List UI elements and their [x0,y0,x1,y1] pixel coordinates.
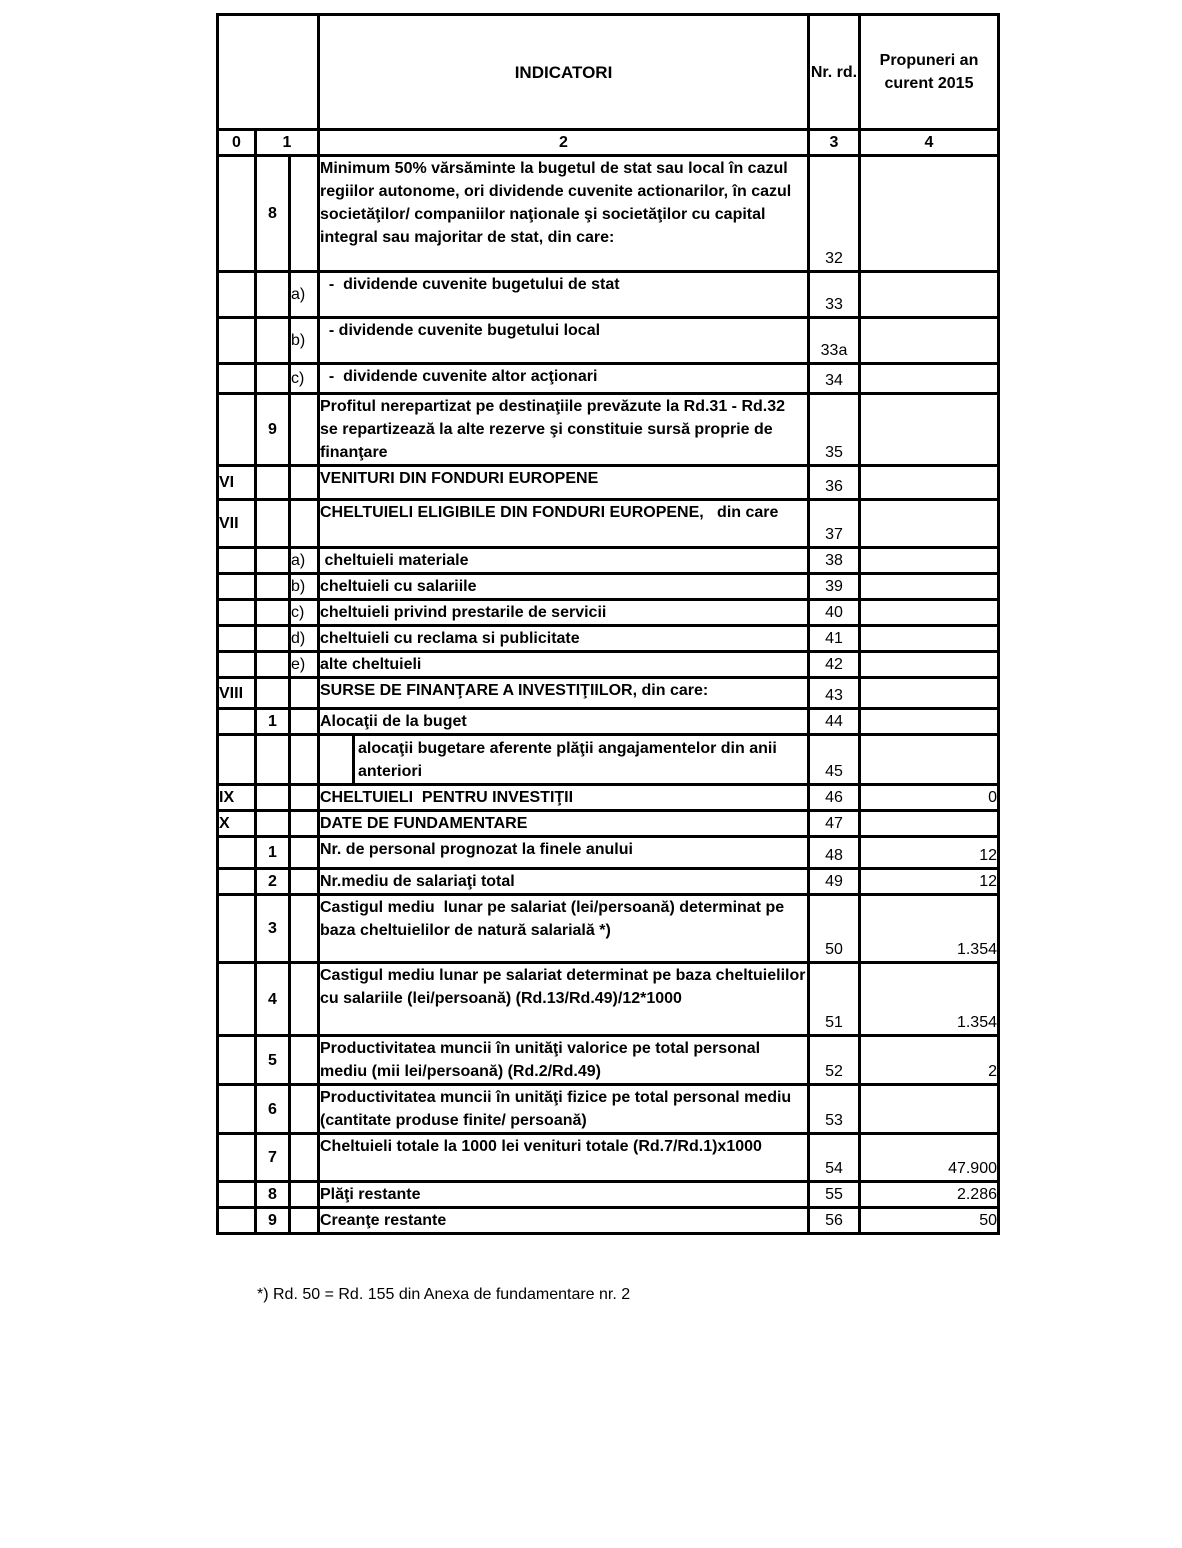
number-cell: 3 [256,895,290,963]
letter-cell: a) [290,272,319,318]
indicator-text: VENITURI DIN FONDURI EUROPENE [319,466,809,500]
roman-cell [218,735,256,785]
roman-cell [218,1208,256,1234]
value-cell: 12 [860,869,999,895]
header-row [218,15,999,130]
letter-cell [290,678,319,709]
table-row [218,785,999,811]
letter-cell: c) [290,364,319,394]
value-cell [860,678,999,709]
indicator-text: SURSE DE FINANŢARE A INVESTIŢIILOR, din care: [319,678,809,709]
indicator-text: Profitul nerepartizat pe destinaţiile prevăzute la Rd.31 - Rd.32 se repartizează la alte rezerve şi constituie sursă proprie de finanţare [319,394,809,466]
number-cell [256,272,290,318]
indicator-text: Alocaţii de la buget [319,709,809,735]
row-number-cell: 38 [809,548,860,574]
table-row [218,811,999,837]
letter-cell [290,1182,319,1208]
value-cell [860,500,999,548]
column-index-4: 4 [860,130,999,156]
value-cell [860,600,999,626]
roman-cell: VI [218,466,256,500]
letter-cell [290,785,319,811]
letter-cell [290,869,319,895]
number-cell [256,652,290,678]
number-cell: 6 [256,1085,290,1134]
value-cell [860,364,999,394]
letter-cell [290,466,319,500]
value-cell [860,466,999,500]
number-cell: 8 [256,156,290,272]
value-cell [860,574,999,600]
indicator-text: Nr. de personal prognozat la finele anului [319,837,809,869]
row-number-cell: 46 [809,785,860,811]
roman-cell [218,574,256,600]
letter-cell [290,709,319,735]
indicator-text: - dividende cuvenite bugetului de stat [319,272,809,318]
number-cell: 9 [256,394,290,466]
letter-cell [290,1036,319,1085]
row-number-cell: 51 [809,963,860,1036]
indicator-text: Productivitatea muncii în unităţi fizice pe total personal mediu (cantitate produse finite/ persoană) [319,1085,809,1134]
number-cell: 8 [256,1182,290,1208]
letter-cell: a) [290,548,319,574]
letter-cell: b) [290,574,319,600]
roman-cell [218,1134,256,1182]
column-index-1: 1 [256,130,319,156]
roman-cell [218,709,256,735]
indicator-text: Minimum 50% vărsăminte la bugetul de stat sau local în cazul regiilor autonome, ori dividende cuvenite actionarilor, în cazul societăţilor/ companiilor naţionale şi societăţilor cu capital integral sau majoritar de stat, din care: [319,156,809,272]
column-index-row [218,130,999,156]
indicator-cell [319,735,809,785]
roman-cell [218,394,256,466]
roman-cell: VIII [218,678,256,709]
indicator-text: Castigul mediu lunar pe salariat determinat pe baza cheltuielilor cu salariile (lei/persoană) (Rd.13/Rd.49)/12*1000 [319,963,809,1036]
letter-cell [290,1134,319,1182]
row-number-cell: 43 [809,678,860,709]
letter-cell: c) [290,600,319,626]
header-blank-cell [218,15,319,130]
number-cell [256,466,290,500]
value-cell [860,394,999,466]
row-number-cell: 33a [809,318,860,364]
number-cell: 4 [256,963,290,1036]
indicator-text: alocaţii bugetare aferente plăţii angajamentelor din anii anteriori [358,740,777,780]
indicator-text: CHELTUIELI ELIGIBILE DIN FONDURI EUROPENE, din care [319,500,809,548]
letter-cell [290,156,319,272]
value-cell [860,1085,999,1134]
value-cell: 47.900 [860,1134,999,1182]
table-row [218,156,999,272]
indicator-text: Nr.mediu de salariaţi total [319,869,809,895]
indicator-text: cheltuieli cu salariile [319,574,809,600]
number-cell: 5 [256,1036,290,1085]
indicator-text: Creanţe restante [319,1208,809,1234]
value-cell: 12 [860,837,999,869]
table-row [218,600,999,626]
value-cell [860,811,999,837]
number-cell [256,785,290,811]
number-cell [256,548,290,574]
row-number-cell: 55 [809,1182,860,1208]
letter-cell [290,1208,319,1234]
letter-cell [290,500,319,548]
indicator-text: DATE DE FUNDAMENTARE [319,811,809,837]
column-index-0: 0 [218,130,256,156]
header-nr-rd: Nr. rd. [809,15,860,130]
roman-cell [218,1182,256,1208]
number-cell [256,574,290,600]
table-row [218,548,999,574]
number-cell [256,811,290,837]
number-cell: 1 [256,709,290,735]
table-row [218,466,999,500]
row-number-cell: 53 [809,1085,860,1134]
letter-cell: d) [290,626,319,652]
row-number-cell: 42 [809,652,860,678]
number-cell [256,500,290,548]
letter-cell [290,394,319,466]
row-number-cell: 37 [809,500,860,548]
footnote: *) Rd. 50 = Rd. 155 din Anexa de fundamentare nr. 2 [257,1286,631,1303]
value-cell [860,318,999,364]
value-cell: 1.354 [860,963,999,1036]
roman-cell [218,600,256,626]
table-row [218,1085,999,1134]
number-cell: 7 [256,1134,290,1182]
row-number-cell: 50 [809,895,860,963]
roman-cell [218,626,256,652]
table-row [218,837,999,869]
table-row [218,1208,999,1234]
row-number-cell: 36 [809,466,860,500]
indicator-text: Castigul mediu lunar pe salariat (lei/persoană) determinat pe baza cheltuielilor de natură salarială *) [319,895,809,963]
table-row [218,652,999,678]
indicator-text: cheltuieli cu reclama si publicitate [319,626,809,652]
roman-cell [218,869,256,895]
table-row [218,272,999,318]
row-number-cell: 54 [809,1134,860,1182]
row-number-cell: 40 [809,600,860,626]
number-cell: 2 [256,869,290,895]
roman-cell [218,1085,256,1134]
number-cell: 1 [256,837,290,869]
table-row [218,626,999,652]
row-number-cell: 35 [809,394,860,466]
table-row [218,709,999,735]
letter-cell: b) [290,318,319,364]
indicator-text: - dividende cuvenite altor acţionari [319,364,809,394]
value-cell: 1.354 [860,895,999,963]
row-number-cell: 44 [809,709,860,735]
row-number-cell: 33 [809,272,860,318]
row-number-cell: 49 [809,869,860,895]
indicator-text: cheltuieli materiale [319,548,809,574]
table-row [218,318,999,364]
value-cell [860,548,999,574]
row-number-cell: 32 [809,156,860,272]
table-row [218,963,999,1036]
row-number-cell: 56 [809,1208,860,1234]
letter-cell [290,837,319,869]
row-number-cell: 34 [809,364,860,394]
value-cell: 2.286 [860,1182,999,1208]
roman-cell [218,963,256,1036]
value-cell: 2 [860,1036,999,1085]
indicator-text: Productivitatea muncii în unităţi valorice pe total personal mediu (mii lei/persoană) (Rd.2/Rd.49) [319,1036,809,1085]
roman-cell [218,364,256,394]
letter-cell [290,895,319,963]
table-row [218,895,999,963]
indicator-text: Plăţi restante [319,1182,809,1208]
value-cell [860,626,999,652]
roman-cell [218,837,256,869]
header-propuneri: Propuneri an curent 2015 [860,15,999,130]
indicator-text: alte cheltuieli [319,652,809,678]
number-cell: 9 [256,1208,290,1234]
indicators-table [216,13,1000,1235]
number-cell [256,735,290,785]
roman-cell: IX [218,785,256,811]
roman-cell [218,652,256,678]
table-row [218,1036,999,1085]
letter-cell [290,735,319,785]
value-cell: 50 [860,1208,999,1234]
table-row [218,394,999,466]
value-cell [860,156,999,272]
row-number-cell: 47 [809,811,860,837]
indicator-text: CHELTUIELI PENTRU INVESTIŢII [319,785,809,811]
indicator-text: Cheltuieli totale la 1000 lei venituri totale (Rd.7/Rd.1)x1000 [319,1134,809,1182]
table-row [218,500,999,548]
roman-cell: X [218,811,256,837]
roman-cell [218,548,256,574]
value-cell [860,652,999,678]
indicator-text: cheltuieli privind prestarile de servicii [319,600,809,626]
table-row [218,574,999,600]
column-index-3: 3 [809,130,860,156]
value-cell [860,709,999,735]
table-row [218,1182,999,1208]
roman-cell [218,895,256,963]
row-number-cell: 39 [809,574,860,600]
table-row [218,869,999,895]
table-row [218,735,999,785]
number-cell [256,364,290,394]
number-cell [256,678,290,709]
roman-cell [218,318,256,364]
letter-cell [290,811,319,837]
roman-cell [218,1036,256,1085]
roman-cell [218,156,256,272]
row-number-cell: 45 [809,735,860,785]
roman-cell [218,272,256,318]
table-row [218,1134,999,1182]
number-cell [256,318,290,364]
table-row [218,678,999,709]
column-index-2: 2 [319,130,809,156]
letter-cell [290,1085,319,1134]
value-cell [860,272,999,318]
value-cell [860,735,999,785]
row-number-cell: 41 [809,626,860,652]
row-number-cell: 52 [809,1036,860,1085]
value-cell: 0 [860,785,999,811]
row-number-cell: 48 [809,837,860,869]
indent-blank [320,736,355,783]
letter-cell [290,963,319,1036]
number-cell [256,600,290,626]
indicator-text: - dividende cuvenite bugetului local [319,318,809,364]
letter-cell: e) [290,652,319,678]
roman-cell: VII [218,500,256,548]
table-row [218,364,999,394]
number-cell [256,626,290,652]
header-indicatori: INDICATORI [319,15,809,130]
